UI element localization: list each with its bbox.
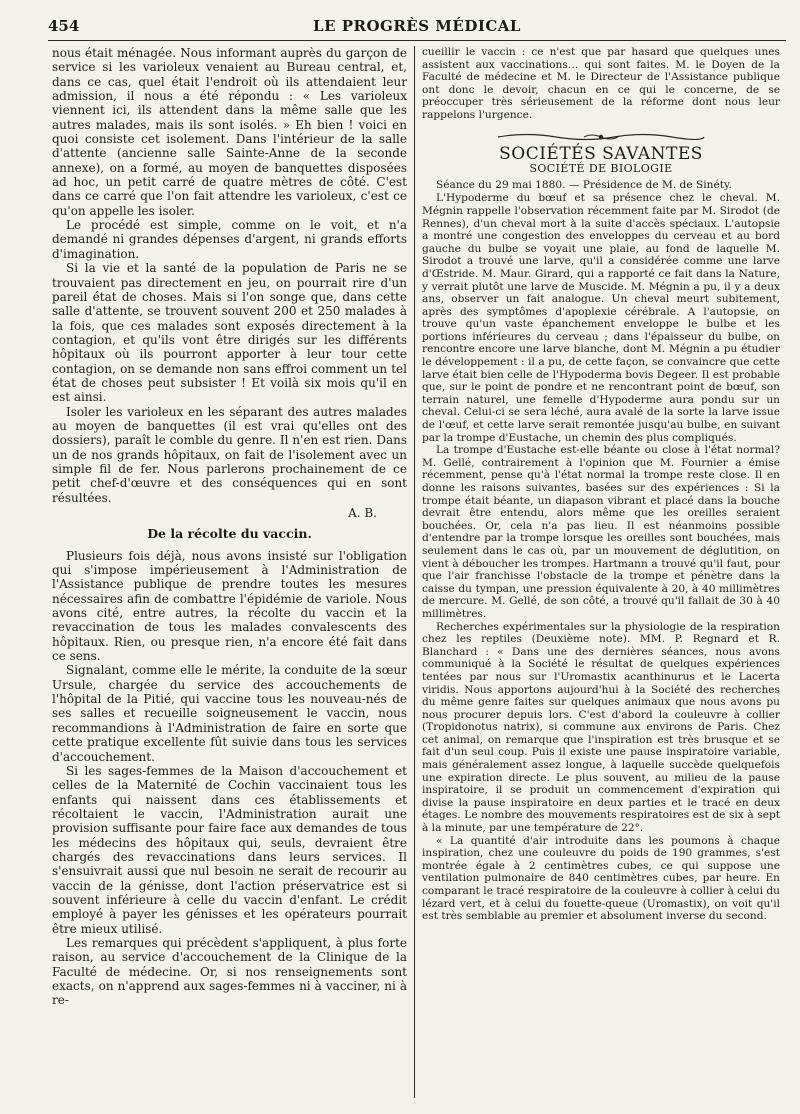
paragraph: Plusieurs fois déjà, nous avons insisté sur l'obligation qui s'impose impérieusement à l'Administration de l'Assistance publique de prendre toutes les mesures nécessaires afin de combattre l'épidémie de variole. Nous avons cité, entre autres, la récolte du vaccin et la revaccination de tous les malades convalescents des hôpitaux. Rien, ou presque rien, n'a encore été fait dans ce sens. <box>52 548 407 664</box>
signature: A. B. <box>348 506 377 520</box>
paragraph: Si la vie et la santé de la population de Paris ne se trouvaient pas directement en jeu, on pourrait rire d'un pareil état de choses. Mais si l'on songe que, dans cette salle d'attente, se trouvent souvent 200 et 250 malades à la fois, que ces malades sont exposés directement à la contagion, et qu'ils vont être dirigés sur les différents hôpitaux où ils pourront apporter à leur tour cette contagion, on se demande non sans effroi comment un tel état de choses peut subsister ! Et voilà six mois qu'il en est ainsi. <box>52 261 407 405</box>
section-title: De la récolte du vaccin. <box>147 526 312 542</box>
paragraph: nous était ménagée. Nous informant auprès du garçon de service si les varioleux venaient au Bureau central, et, dans ce cas, quel était l'endroit où ils attendaient leur admission, il nous a été répondu : « Les varioleux viennent ici, ils attendent dans la même salle que les autres malades, mais ils sont isolés. » Eh bien ! voici en quoi consiste cet isolement. Dans l'intérieur de la salle d'attente (ancienne salle Sainte-Anne de la seconde annexe), on a formé, au moyen de banquettes disposées ad hoc, un petit carré de quatre mètres de côté. C'est dans ce carré que l'on fait attendre les varioleux, c'est ce qu'on appelle les isoler. <box>52 46 407 218</box>
right-column <box>422 46 780 1098</box>
paragraph: « La quantité d'air introduite dans les poumons à chaque inspiration, chez une couleuvre du poids de 190 grammes, s'est montrée égale à 2 centimètres cubes, ce qui suppose une ventilation pulmonaire de 840 centimètres cubes, par heure. En comparant le tracé respiratoire de la couleuvre à collier à celui du lézard vert, et à celui du fouette-queue (Uromastix), on voit qu'il est très semblable au premier et absolument inverse du second. <box>422 834 780 923</box>
paragraph: La trompe d'Eustache est-elle béante ou close à l'état normal? M. Gellé, contrairement à l'opinion que M. Fournier a émise récemment, pense qu'à l'état normal la trompe reste close. Il en donne les raisons suivantes, basées sur des expériences : Si la trompe était béante, un diapason vibrant et placé dans la bouche devrait être entendu, alors même que les oreilles seraient bouchées. Or, cela n'a pas lieu. Il est néanmoins possible d'entendre par la trompe lorsque les oreilles sont bouchées, mais seulement dans le cas où, par un mouvement de déglutition, on vient à déboucher les trompes. Hartmann a trouvé qu'il faut, pour que l'air franchisse l'obstacle de la trompe et pénètre dans la caisse du tympan, une pression équivalente à 20, à 40 millimètres de mercure. M. Gellé, de son côté, a trouvé qu'il fallait de 30 à 40 millimètres. <box>422 444 780 620</box>
signature-line <box>52 506 407 520</box>
paragraph: Si les sages-femmes de la Maison d'accouchement et celles de la Maternité de Cochin vaccinaient tous les enfants qui naissent dans ces établissements et récoltaient le vaccin, l'Administration aurait une provision suffisante pour faire face aux demandes de tous les médecins des hôpitaux qui, seuls, devraient être chargés des revaccinations dans leurs services. Il s'ensuivrait aussi que nul besoin ne serait de recourir au vaccin de la génisse, dont l'action préservatrice est si souvent inférieure à celle du vaccin d'enfant. Le crédit employé à payer les génisses et les opérateurs pourrait être mieux utilisé. <box>52 763 407 936</box>
paragraph: cueillir le vaccin : ce n'est que par hasard que quelques unes assistent aux vaccinations… qui sont faites. M. le Doyen de la Faculté de médecine et M. le Directeur de l'Assistance publique ont donc le devoir, chacun en ce qui le concerne, de se préoccuper très sérieusement de la réforme dont nous leur rappelons l'urgence. <box>422 46 780 121</box>
paragraph: Le procédé est simple, comme on le voit, et n'a demandé ni grandes dépenses d'argent, ni grands efforts d'imagination. <box>52 218 407 261</box>
session-line: Séance du 29 mai 1880. — Présidence de M. de Sinéty. <box>436 178 732 191</box>
society-title: SOCIÉTÉ DE BIOLOGIE <box>529 162 673 176</box>
section-title: SOCIÉTÉS SAVANTES <box>499 143 703 164</box>
page-header <box>48 14 786 41</box>
left-column <box>52 46 407 1098</box>
paragraph: Recherches expérimentales sur la physiologie de la respiration chez les reptiles (Deuxième note). MM. P. Regnard et R. Blanchard : « Dans une des dernières séances, nous avons communiqué à la Société le résultat de quelques expériences tentées par nous sur l'Uromastix acanthinurus et le Lacerta viridis. Nous apportons aujourd'hui à la Société des recherches du même genre faites sur quelques animaux que nous avons pu nous procurer depuis lors. C'est d'abord la couleuvre à collier (Tropidonotus natrix), si commune aux environs de Paris. Chez cet animal, on remarque que l'inspiration est très brusque et se fait d'un seul coup. Puis il existe une pause inspiratoire variable, mais généralement assez longue, à laquelle succède quelquefois une expiration directe. Le plus souvent, au milieu de la pause inspiratoire, il se produit un commencement d'expiration qui divise la pause inspiratoire en deux parties et le tracé en deux étages. Le nombre des mouvements respiratoires est de six à sept à la minute, par une température de 22°. <box>422 620 780 835</box>
paragraph: Les remarques qui précèdent s'appliquent, à plus forte raison, au service d'accouchement de la Clinique de la Faculté de médecine. Or, si nos renseignements sont exacts, on n'apprend aux sages-femmes ni à vacciner, ni à re- <box>52 935 407 1008</box>
paragraph: L'Hypoderme du bœuf et sa présence chez le cheval. M. Mégnin rappelle l'observation récemment faite par M. Sirodot (de Rennes), d'un cheval mort à la suite d'accès spéciaux. L'autopsie a montré une congestion des enveloppes du cerveau et au bord gauche du bulbe se voyait une plaie, au fond de laquelle M. Sirodot a trouvé une larve, qu'il a considérée comme une larve d'Œstride. M. Maur. Girard, qui a rapporté ce fait dans la Nature, y verrait plutôt une larve de Muscide. M. Mégnin a pu, il y a deux ans, observer un fait analogue. Un cheval meurt subitement, après des symptômes d'apoplexie cérébrale. A l'autopsie, on trouve qu'un vaste épanchement enveloppe le bulbe et les portions inférieures du cerveau ; dans l'épaisseur du bulbe, on rencontre encore une larve blanche, dont M. Mégnin a pu étudier le développement : il a pu, de cette façon, se convaincre que cette larve était bien celle de l'Hypoderma bovis Degeer. Il est probable que, sur le point de pondre et ne rencontrant point de bœuf, son terrain naturel, une femelle d'Hypoderme aura pondu sur un cheval. Celui-ci se sera léché, aura avalé de la sorte la larve issue de l'œuf, et cette larve serait remontée jusqu'au bulbe, en suivant par la trompe d'Eustache, un chemin des plus compliqués. <box>422 192 780 444</box>
paragraph: Signalant, comme elle le mérite, la conduite de la sœur Ursule, chargée du service des accouchements de l'hôpital de la Pitié, qui vaccine tous les nouveau-nés de ses salles et recueille soigneusement le vaccin, nous recommandions à l'Administration de faire en sorte que cette pratique excellente fût suivie dans tous les services d'accouchement. <box>52 663 407 764</box>
page-number: 454 <box>48 17 80 35</box>
paragraph: Isoler les varioleux en les séparant des autres malades au moyen de banquettes (il est vrai qu'elles ont des dossiers), paraît le comble du genre. Il n'en est rien. Dans un de nos grands hôpitaux, on fait de l'isolement avec un simple fil de fer. Nous parlerons prochainement de ce petit chef-d'œuvre et des conséquences qui en sont résultées. <box>52 404 407 505</box>
column-rule <box>414 46 415 1098</box>
journal-title: LE PROGRÈS MÉDICAL <box>313 17 521 35</box>
ornament-divider <box>496 131 706 143</box>
